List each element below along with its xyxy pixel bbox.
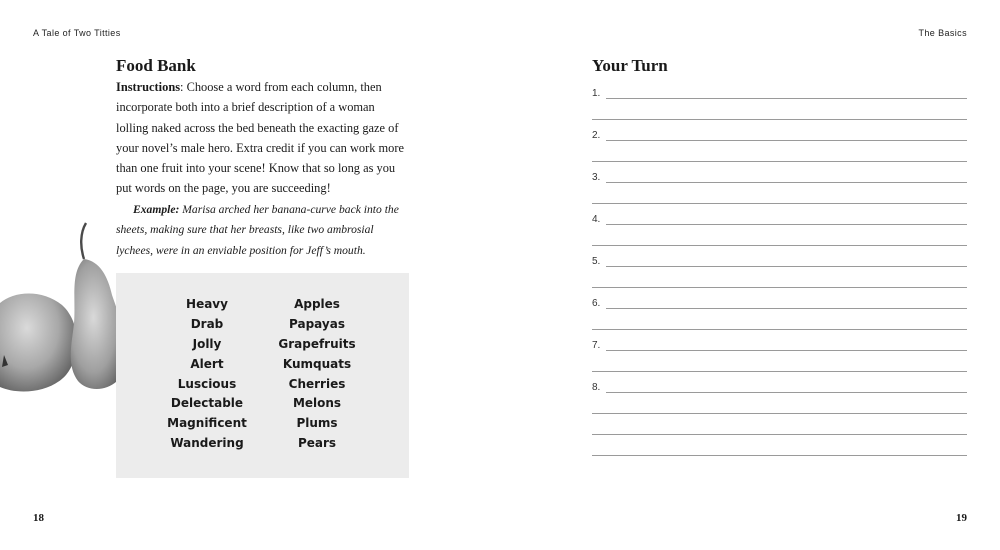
writing-lines: [592, 80, 967, 458]
writing-line[interactable]: [592, 311, 967, 332]
writing-line[interactable]: [592, 164, 967, 185]
line-number: 6.: [592, 298, 601, 309]
writing-line[interactable]: [592, 332, 967, 353]
line-number: 8.: [592, 382, 601, 393]
line-rule: [606, 266, 967, 267]
line-rule: [606, 140, 967, 141]
word-item: Luscious: [177, 376, 237, 391]
writing-line[interactable]: [592, 206, 967, 227]
section-title-your-turn: Your Turn: [592, 56, 668, 75]
word-item: Apples: [294, 297, 340, 311]
writing-line[interactable]: [592, 80, 967, 101]
example-text: Marisa arched her banana-curve back into the sheets, making sure that her breasts, like two ambrosial lychees, were in an enviable position for Jeff’s mouth.: [116, 203, 399, 257]
line-rule: [592, 434, 967, 435]
line-rule: [592, 161, 967, 162]
line-number: 3.: [592, 172, 601, 183]
line-rule: [592, 245, 967, 246]
line-number: 1.: [592, 88, 601, 99]
running-head-left: A Tale of Two Titties: [33, 28, 121, 38]
line-rule: [606, 182, 967, 183]
word-item: Grapefruits: [278, 336, 356, 351]
line-number: 7.: [592, 340, 601, 351]
word-item: Heavy: [186, 297, 228, 311]
writing-line[interactable]: [592, 395, 967, 416]
writing-line[interactable]: [592, 353, 967, 374]
line-number: 4.: [592, 214, 601, 225]
line-rule: [592, 455, 967, 456]
line-rule: [606, 224, 967, 225]
instructions-paragraph: [116, 77, 409, 199]
word-item: Alert: [190, 356, 224, 371]
writing-line[interactable]: [592, 437, 967, 458]
word-item: Pears: [297, 436, 337, 451]
line-rule: [592, 413, 967, 414]
word-item: Plums: [296, 416, 338, 431]
page-number-left: 18: [33, 512, 44, 524]
fruit-column: [257, 295, 377, 454]
line-rule: [592, 287, 967, 288]
writing-line[interactable]: [592, 143, 967, 164]
line-rule: [592, 203, 967, 204]
writing-line[interactable]: [592, 227, 967, 248]
line-number: 2.: [592, 130, 601, 141]
instructions-label: Instructions: [116, 80, 181, 94]
writing-line[interactable]: [592, 290, 967, 311]
example-label: Example:: [133, 203, 180, 216]
word-item: Drab: [190, 316, 224, 331]
line-rule: [606, 350, 967, 351]
word-item: Melons: [292, 396, 342, 411]
line-rule: [592, 329, 967, 330]
page-number-right: 19: [956, 512, 967, 524]
word-item: Cherries: [288, 376, 346, 391]
word-item: Kumquats: [282, 356, 352, 371]
line-rule: [592, 119, 967, 120]
word-item: Papayas: [289, 316, 345, 331]
running-head-right: The Basics: [918, 28, 967, 38]
writing-line[interactable]: [592, 416, 967, 437]
instructions-text: : Choose a word from each column, then incorporate both into a brief description of a woman lolling naked across the bed beneath the exacting gaze of your novel’s male hero. Extra credit if you can work more than one fruit into your scene! Know that so long as you put words on the page, you are succeeding!: [116, 80, 404, 196]
section-title-food-bank: Food Bank: [116, 56, 196, 75]
word-item: Magnificent: [167, 416, 247, 431]
line-rule: [606, 392, 967, 393]
word-item: Jolly: [192, 336, 222, 351]
word-item: Wandering: [170, 436, 244, 451]
line-rule: [606, 98, 967, 99]
writing-line[interactable]: [592, 374, 967, 395]
word-box: [116, 273, 409, 478]
line-number: 5.: [592, 256, 601, 267]
line-rule: [592, 371, 967, 372]
writing-line[interactable]: [592, 101, 967, 122]
writing-line[interactable]: [592, 185, 967, 206]
writing-line[interactable]: [592, 269, 967, 290]
adjective-column: [147, 295, 267, 454]
word-item: Delectable: [170, 396, 244, 411]
writing-line[interactable]: [592, 248, 967, 269]
writing-line[interactable]: [592, 122, 967, 143]
line-rule: [606, 308, 967, 309]
